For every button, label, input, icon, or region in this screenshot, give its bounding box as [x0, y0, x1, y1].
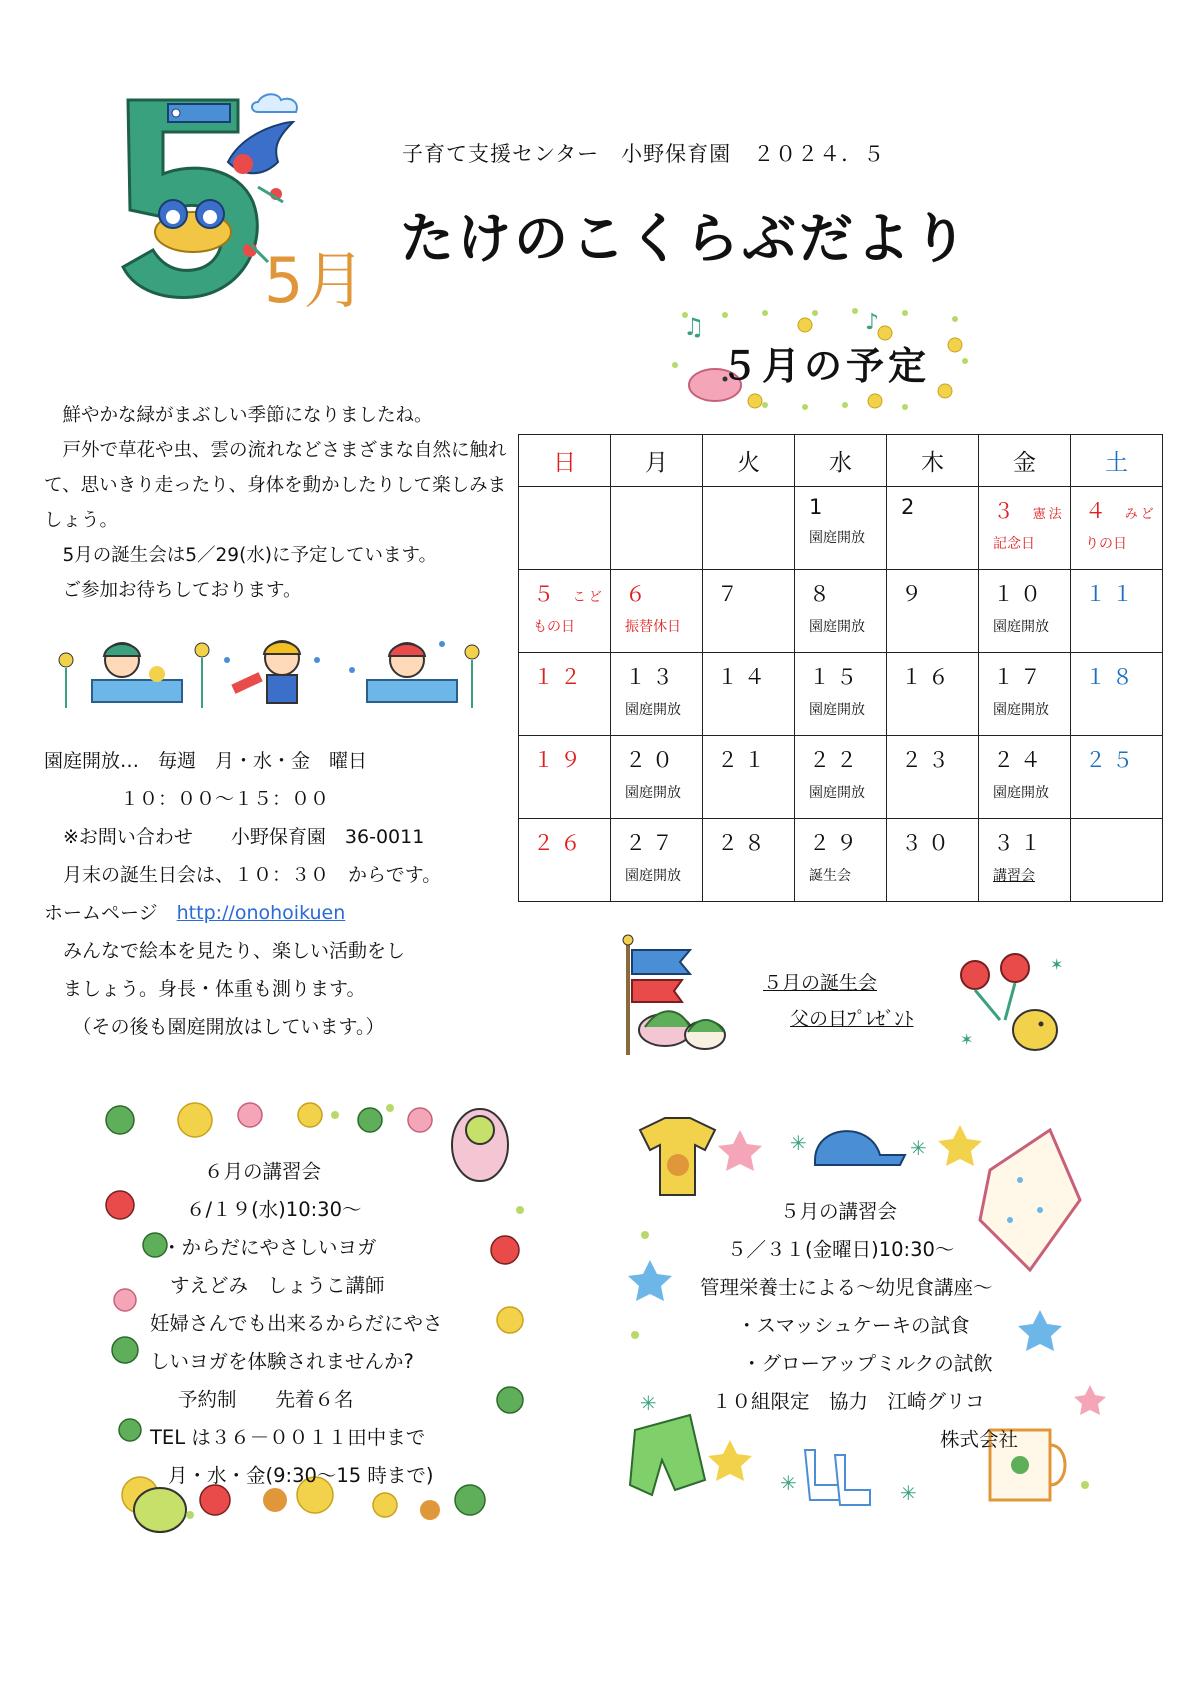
calendar-day-number: ２５	[1085, 748, 1139, 772]
june-lecture-reservation: 予約制 先着６名	[178, 1388, 354, 1411]
weekday-sunday: 日	[519, 435, 611, 487]
calendar-event-note: 園庭開放	[809, 530, 865, 546]
may-calendar	[518, 434, 1163, 902]
calendar-event-note: 振替休日	[625, 619, 681, 635]
calendar-day-number: ２０	[625, 748, 679, 772]
calendar-day-cell	[703, 653, 795, 736]
calendar-day-cell	[887, 736, 979, 819]
may-lecture-text	[690, 1193, 1090, 1459]
calendar-day-cell	[703, 487, 795, 570]
svg-text:✶: ✶	[960, 1030, 974, 1049]
intro-paragraph: ご参加お待ちしております。	[44, 580, 302, 601]
svg-text:✳: ✳	[640, 1391, 657, 1415]
calendar-day-cell	[887, 653, 979, 736]
birthday-party-notice: ５月の誕生会	[763, 972, 878, 994]
june-lecture-tel: TEL は３６－００１１田中まで	[150, 1426, 426, 1449]
activity-text: ましょう。身長・体重も測ります。	[44, 978, 366, 1000]
weekday-wednesday: 水	[795, 435, 887, 487]
may-lecture-company: 株式会社	[940, 1428, 1019, 1451]
calendar-day-number: 1	[809, 495, 829, 519]
calendar-event-note: 園庭開放	[809, 619, 865, 635]
calendar-day-number: ７	[717, 582, 744, 606]
calendar-day-number: １９	[533, 748, 587, 772]
calendar-day-number: ３１	[993, 831, 1047, 855]
svg-text:✳: ✳	[900, 1481, 917, 1505]
calendar-event-note: もの日	[533, 619, 575, 635]
calendar-day-number: １０	[993, 582, 1047, 606]
calendar-day-number: ８	[809, 582, 836, 606]
calendar-day-cell	[703, 570, 795, 653]
calendar-day-number: ２８	[717, 831, 771, 855]
calendar-day-number: ９	[901, 582, 928, 606]
svg-text:♪: ♪	[865, 310, 880, 335]
may-lecture-item: ・スマッシュケーキの試食	[737, 1314, 970, 1337]
calendar-week-row	[519, 736, 1163, 819]
calendar-day-cell	[887, 487, 979, 570]
calendar-day-cell	[611, 819, 703, 902]
june-lecture-days: 月・水・金(9:30～15 時まで)	[168, 1464, 434, 1487]
birthday-party-time: 月末の誕生日会は、１０：３０ からです。	[44, 864, 442, 886]
calendar-day-cell	[887, 570, 979, 653]
intro-text	[44, 398, 514, 608]
weekday-friday: 金	[979, 435, 1071, 487]
calendar-week-row	[519, 819, 1163, 902]
calendar-day-cell	[1071, 570, 1163, 653]
calendar-day-number: １７	[993, 665, 1047, 689]
weekday-thursday: 木	[887, 435, 979, 487]
calendar-day-cell	[979, 487, 1071, 570]
activity-text: みんなで絵本を見たり、楽しい活動をし	[44, 940, 406, 962]
may-lecture-item: ・グローアップミルクの試飲	[742, 1352, 993, 1375]
calendar-day-cell	[519, 487, 611, 570]
homepage-label: ホームページ	[44, 902, 177, 924]
calendar-day-number: ２９	[809, 831, 863, 855]
calendar-header-row	[519, 435, 1163, 487]
calendar-day-number: ２２	[809, 748, 863, 772]
calendar-day-cell	[611, 736, 703, 819]
carnation-bird-illustration	[955, 950, 1070, 1060]
calendar-day-number: ２１	[717, 748, 771, 772]
calendar-event-note: 園庭開放	[809, 785, 865, 801]
svg-text:♫: ♫	[683, 313, 705, 341]
calendar-day-number: １１	[1085, 582, 1139, 606]
calendar-day-cell	[979, 819, 1071, 902]
calendar-day-number: １８	[1085, 665, 1139, 689]
calendar-day-cell	[795, 819, 887, 902]
calendar-day-cell	[979, 653, 1071, 736]
calendar-event-note: 園庭開放	[625, 785, 681, 801]
calendar-day-number: ３０	[901, 831, 955, 855]
newsletter-title: たけのこくらぶだより	[400, 207, 970, 270]
calendar-event-note: 記念日	[993, 536, 1035, 552]
calendar-day-cell	[795, 736, 887, 819]
june-lecture-date: ６/１９(水)10:30～	[186, 1198, 362, 1221]
carp-streamer-kashiwamochi-illustration	[620, 935, 730, 1060]
intro-paragraph: 5月の誕生会は5／29(水)に予定しています。	[44, 545, 438, 566]
homepage-row	[44, 894, 514, 932]
june-lecture-item: ・からだにやさしいヨガ	[162, 1236, 377, 1259]
june-lecture-title: ６月の講習会	[204, 1160, 322, 1183]
calendar-event-note: りの日	[1085, 536, 1127, 552]
june-lecture-text	[150, 1153, 530, 1495]
june-lecture-description: しいヨガを体験されませんか?	[150, 1350, 414, 1373]
calendar-day-cell	[703, 819, 795, 902]
activity-text: （その後も園庭開放はしています。）	[44, 1016, 385, 1038]
may-logo-illustration	[118, 92, 366, 317]
svg-text:✶: ✶	[1050, 955, 1064, 974]
calendar-day-number	[533, 578, 610, 608]
june-lecture-description: 妊婦さんでも出来るからだにやさ	[150, 1312, 443, 1335]
organization-line: 子育て支援センター 小野保育園 ２０２４．５	[402, 142, 886, 166]
kids-water-play-illustration	[52, 630, 502, 720]
calendar-day-number: ２３	[901, 748, 955, 772]
weekday-tuesday: 火	[703, 435, 795, 487]
calendar-week-row	[519, 653, 1163, 736]
calendar-day-number: １４	[717, 665, 771, 689]
calendar-event-note: 園庭開放	[625, 702, 681, 718]
calendar-day-cell	[611, 653, 703, 736]
calendar-holiday-name: こど	[572, 590, 605, 605]
calendar-day-number	[993, 495, 1070, 525]
calendar-day-cell	[887, 819, 979, 902]
logo-month-text: 5月	[264, 244, 366, 317]
calendar-event-note: 園庭開放	[993, 619, 1049, 635]
calendar-day-cell	[795, 570, 887, 653]
calendar-week-row	[519, 570, 1163, 653]
calendar-day-cell	[1071, 736, 1163, 819]
contact-info: ※お問い合わせ 小野保育園 36-0011	[44, 826, 425, 848]
calendar-day-cell	[1071, 487, 1163, 570]
calendar-day-cell	[1071, 819, 1163, 902]
calendar-day-cell	[519, 819, 611, 902]
calendar-day-cell	[611, 570, 703, 653]
weekday-monday: 月	[611, 435, 703, 487]
calendar-day-digit: ３	[993, 499, 1020, 523]
calendar-day-number: ２４	[993, 748, 1047, 772]
garden-open-hours: １０：００～１５：００	[44, 788, 330, 810]
june-lecture-instructor: すえどみ しょうこ講師	[170, 1274, 385, 1297]
calendar-day-cell	[1071, 653, 1163, 736]
svg-text:✳: ✳	[910, 1136, 927, 1160]
calendar-day-cell	[519, 570, 611, 653]
info-block	[44, 742, 514, 1046]
may-lecture-date: ５／３１(金曜日)10:30～	[727, 1238, 955, 1261]
calendar-day-cell	[703, 736, 795, 819]
calendar-day-number: ６	[625, 582, 652, 606]
calendar-day-number	[1085, 495, 1162, 525]
calendar-day-cell	[795, 487, 887, 570]
calendar-event-note: 園庭開放	[809, 702, 865, 718]
calendar-day-number: １３	[625, 665, 679, 689]
calendar-day-number: ２７	[625, 831, 679, 855]
calendar-day-digit: ５	[533, 582, 560, 606]
calendar-event-note: 園庭開放	[625, 868, 681, 884]
may-lecture-subtitle: 管理栄養士による～幼児食講座～	[700, 1276, 993, 1299]
svg-text:✳: ✳	[790, 1131, 807, 1155]
calendar-day-number: １６	[901, 665, 955, 689]
calendar-day-number: 2	[901, 495, 921, 519]
calendar-event-note: 園庭開放	[993, 702, 1049, 718]
calendar-week-row	[519, 487, 1163, 570]
calendar-event-note: 講習会	[993, 868, 1035, 884]
calendar-day-cell	[979, 570, 1071, 653]
intro-paragraph: 戸外で草花や虫、雲の流れなどさまざまな自然に触れて、思いきり走ったり、身体を動かしたりして楽しみましょう。	[44, 440, 507, 531]
calendar-day-cell	[979, 736, 1071, 819]
homepage-link[interactable]: http://onohoikuen	[176, 902, 346, 924]
calendar-day-cell	[519, 736, 611, 819]
calendar-day-digit: ４	[1085, 499, 1112, 523]
intro-paragraph: 鮮やかな緑がまぶしい季節になりましたね。	[44, 405, 433, 426]
fathers-day-present-notice: 父の日ﾌﾟﾚｾﾞﾝﾄ	[790, 1008, 914, 1030]
calendar-day-number: １５	[809, 665, 863, 689]
calendar-holiday-name: 憲法	[1032, 507, 1065, 522]
garden-open-schedule: 園庭開放… 毎週 月・水・金 曜日	[44, 750, 368, 772]
weekday-saturday: 土	[1071, 435, 1163, 487]
calendar-event-note: 誕生会	[809, 868, 851, 884]
may-lecture-limit: １０組限定 協力 江崎グリコ	[712, 1390, 985, 1413]
calendar-holiday-name: みど	[1124, 507, 1157, 522]
calendar-day-cell	[795, 653, 887, 736]
calendar-day-number: ２６	[533, 831, 587, 855]
calendar-day-cell	[519, 653, 611, 736]
calendar-day-number: １２	[533, 665, 587, 689]
may-lecture-title: ５月の講習会	[780, 1200, 898, 1223]
calendar-day-cell	[611, 487, 703, 570]
schedule-title: ５月の予定	[720, 344, 931, 388]
svg-text:✳: ✳	[780, 1471, 797, 1495]
calendar-event-note: 園庭開放	[993, 785, 1049, 801]
